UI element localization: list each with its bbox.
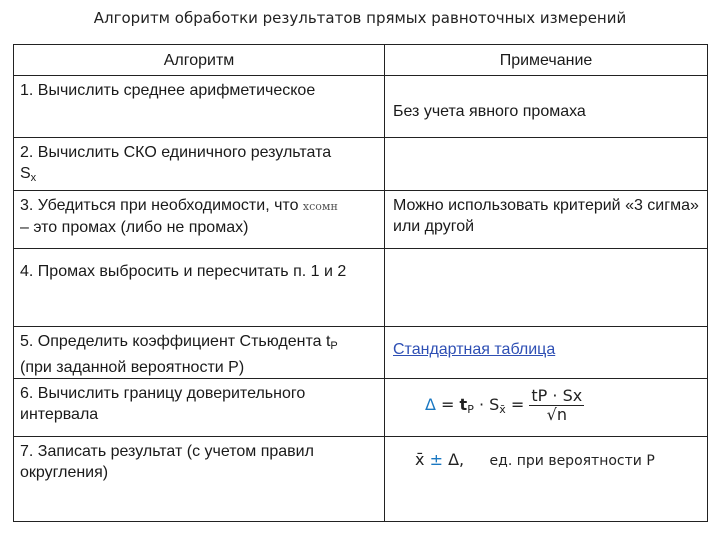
plus-minus-symbol: ± [429, 450, 443, 469]
algorithm-table [13, 44, 708, 522]
s-subscript: x̄ [499, 403, 506, 416]
fraction [529, 387, 584, 424]
note-4 [385, 249, 708, 327]
equals-sign: = [441, 395, 455, 414]
step-2-text: 2. Вычислить СКО единичного результата [20, 144, 332, 161]
equals-sign-2: = [510, 395, 525, 414]
table-header-row [14, 45, 708, 76]
step-5 [14, 327, 385, 379]
table-row [14, 138, 708, 191]
note-3: Можно использовать критерий «3 сигма» или другой [385, 191, 708, 249]
sx-symbol: S [20, 165, 31, 182]
delta-symbol: Δ [425, 395, 436, 414]
x-doubtful-symbol: xсомн [302, 200, 338, 213]
note-2 [385, 138, 708, 191]
table-row [14, 191, 708, 249]
t-symbol: t [459, 395, 468, 414]
table-row [14, 327, 708, 379]
fraction-denominator: √n [546, 405, 567, 424]
tp-subscript: P [330, 340, 338, 352]
standard-table-link[interactable]: Стандартная таблица [393, 341, 556, 358]
confidence-formula [385, 379, 708, 437]
table-row [14, 76, 708, 138]
dot-symbol: · [478, 395, 485, 414]
table-row [14, 437, 708, 522]
step-4: 4. Промах выбросить и пересчитать п. 1 и 2 [14, 249, 385, 327]
page-title: Алгоритм обработки результатов прямых равноточных измерений [93, 9, 627, 27]
step-7: 7. Записать результат (с учетом правил округления) [14, 437, 385, 522]
step-5-text: 5. Определить коэффициент Стьюдента t [20, 333, 331, 350]
delta-symbol-2: Δ, [448, 450, 465, 469]
header-algorithm: Алгоритм [14, 45, 385, 76]
step-3-text: 3. Убедиться при необходимости, что [20, 197, 299, 214]
s-symbol: S [489, 395, 500, 414]
result-units: ед. при вероятности P [489, 453, 655, 469]
table-row [14, 249, 708, 327]
fraction-numerator: tP · Sx [531, 386, 583, 405]
result-formula [385, 437, 708, 522]
step-3-text-2: – это промах (либо не промах) [20, 219, 249, 236]
step-5-text-2: (при заданной вероятности P) [20, 359, 245, 376]
step-2 [14, 138, 385, 191]
step-6: 6. Вычислить границу доверительного интервала [14, 379, 385, 437]
sx-subscript: x [30, 172, 37, 184]
t-subscript: P [467, 403, 474, 416]
step-1: 1. Вычислить среднее арифметическое [14, 76, 385, 138]
step-3 [14, 191, 385, 249]
table-row [14, 379, 708, 437]
note-1: Без учета явного промаха [385, 76, 708, 138]
x-bar-symbol: x̄ [415, 450, 425, 469]
header-note: Примечание [385, 45, 708, 76]
